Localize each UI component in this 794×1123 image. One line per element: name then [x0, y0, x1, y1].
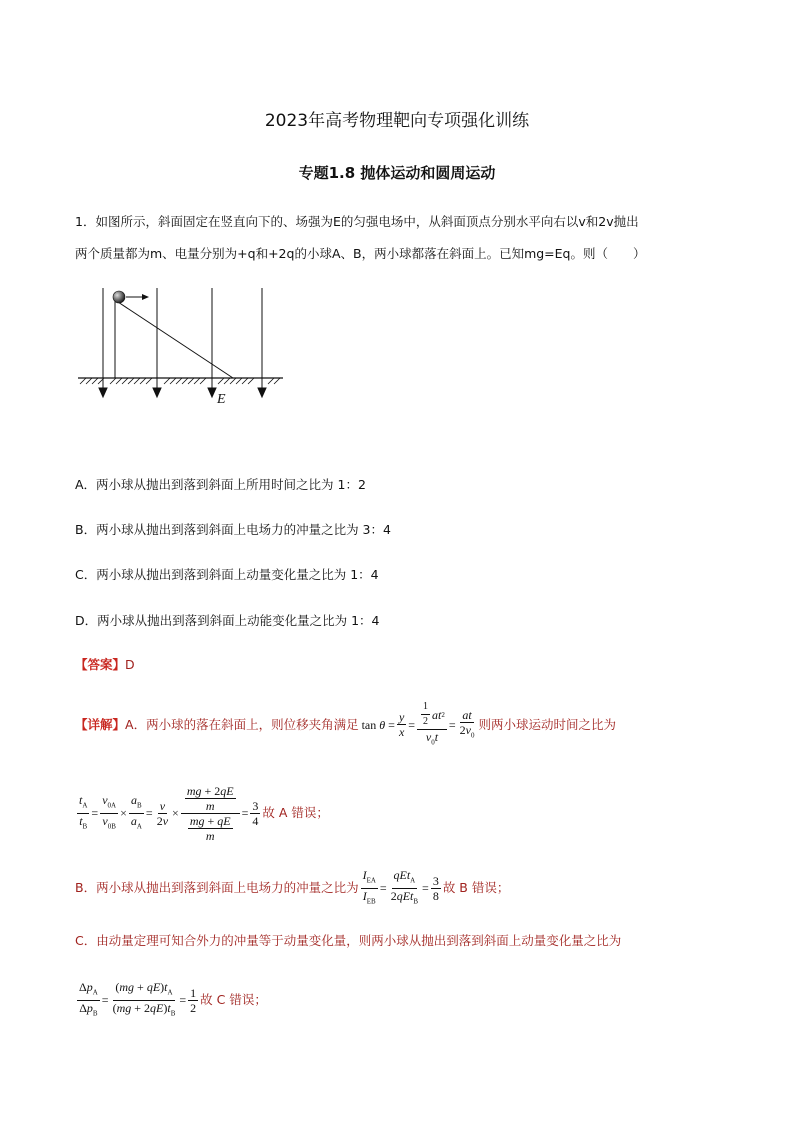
detail-a	[75, 700, 616, 750]
detail-a-conclusion: 故 A 错误；	[262, 805, 329, 820]
page-title: 2023年高考物理靶向专项强化训练	[264, 111, 530, 131]
answer-label: 【答案】	[75, 657, 126, 672]
detail-c-text: C．由动量定理可知合外力的冲量等于动量变化量，则两小球从抛出到落到斜面上动量变化量之比为	[75, 933, 622, 948]
field-arrow	[208, 388, 216, 397]
question-line-2: 两个质量都为m、电量分别为+q和+2q的小球A、B，两小球都落在斜面上。已知mg=Eq。则（ ）	[75, 246, 646, 261]
detail-b-text: B．两小球从抛出到落到斜面上电场力的冲量之比为	[75, 880, 359, 895]
option-a: A．两小球从抛出到落到斜面上所用时间之比为 1：2	[75, 477, 366, 492]
option-b: B．两小球从抛出到落到斜面上电场力的冲量之比为 3：4	[75, 522, 391, 537]
topic-subtitle: 专题1.8 抛体运动和圆周运动	[298, 164, 496, 182]
field-arrow	[153, 388, 161, 397]
detail-b: B．两小球从抛出到落到斜面上电场力的冲量之比为 $\frac{I_{EA}}{I_{EB}}$ = $\frac{qEt_A}{2qEt_B}$ = $\frac{3}{8}$ 故 B 错误；	[75, 868, 510, 905]
detail-b-conclusion: 故 B 错误；	[442, 880, 510, 895]
field-arrow	[258, 388, 266, 397]
question-line-1: 1．如图所示，斜面固定在竖直向下的、场强为E的匀强电场中，从斜面顶点分别水平向右以v和2v抛出	[75, 214, 639, 229]
detail-label: 【详解】	[75, 717, 126, 732]
tan-formula: tan θ = $\frac{y}{x}$ = $\frac{1}{2}$ at 2 $v_0t$ = $\frac{at}{2v_0}$	[358, 701, 475, 747]
field-label-E: E	[217, 392, 226, 407]
incline-field-figure	[70, 284, 290, 414]
ball	[113, 291, 125, 303]
field-arrow	[99, 388, 107, 397]
answer-line	[75, 655, 135, 675]
velocity-arrowhead	[142, 294, 149, 300]
ground-hatching	[80, 378, 280, 384]
option-c: C．两小球从抛出到落到斜面上动量变化量之比为 1：4	[75, 567, 379, 582]
momentum-ratio-formula: $\frac{\Delta p_A}{\Delta p_B}$ = $\frac{(mg + qE)t_A}{(mg + 2qE)t_B}$ = $\frac{1}{2}$ 故 C 错误；	[79, 980, 267, 1017]
incline-slope	[115, 300, 233, 378]
detail-a-text: A．两小球的落在斜面上，则位移夹角满足	[125, 717, 359, 732]
answer-value: D	[125, 657, 135, 672]
option-d: D．两小球从抛出到落到斜面上动能变化量之比为 1：4	[75, 613, 380, 628]
time-ratio-formula: $\frac{t_A}{t_B}$ = $\frac{v_{0A}}{v_{0B}}$ × $\frac{a_B}{a_A}$ = $\frac{v}{2v}$ × $\frac{\frac{mg + 2qE}{m}}{\frac{mg + qE}{m}}$ = $\frac{3}{4}$ 故 A 错误；	[79, 783, 329, 843]
detail-a-text2: 则两小球运动时间之比为	[478, 717, 617, 732]
detail-c-conclusion: 故 C 错误；	[200, 992, 267, 1007]
